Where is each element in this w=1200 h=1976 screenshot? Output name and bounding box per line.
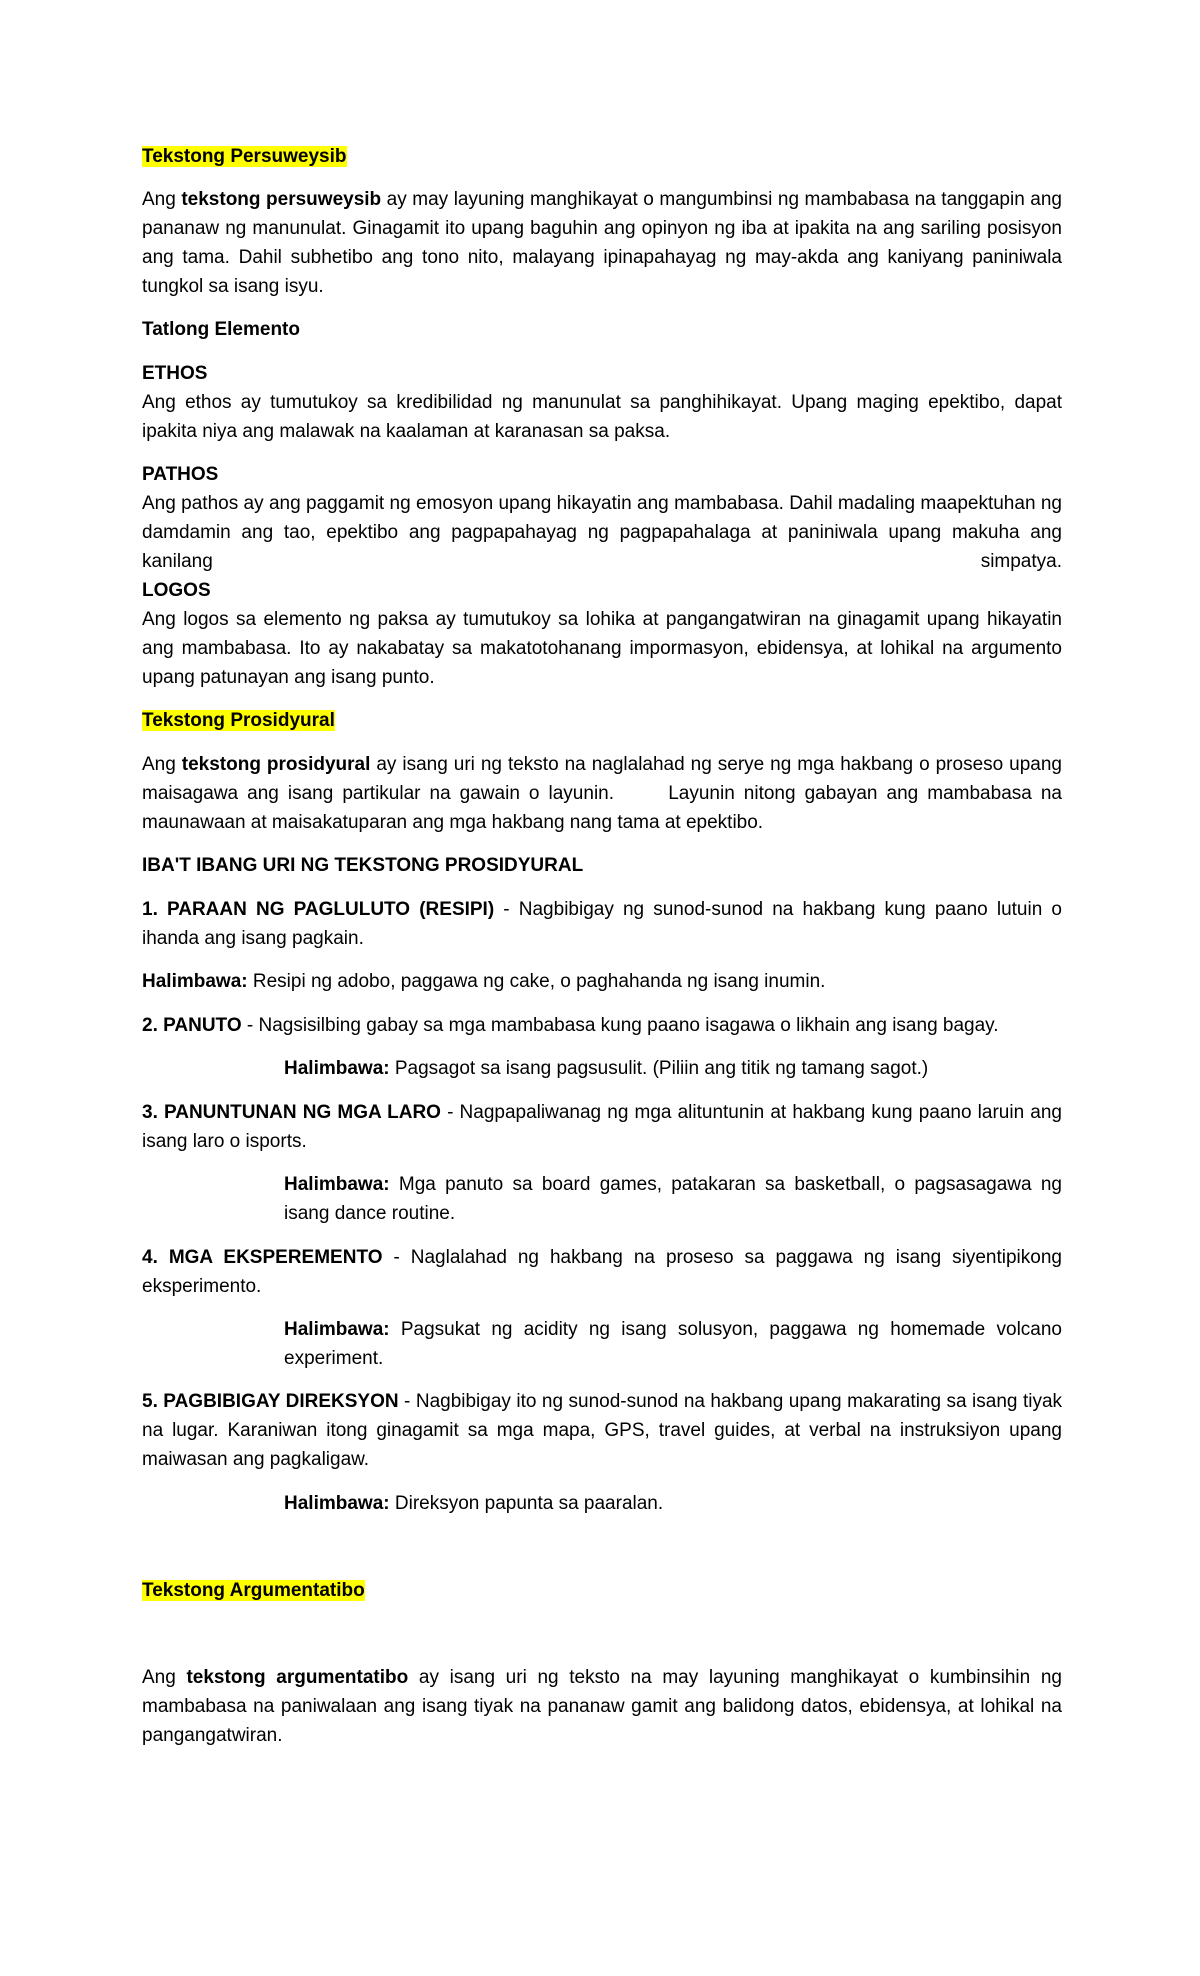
example-direksyon — [284, 1489, 1062, 1518]
example-text: Resipi ng adobo, paggawa ng cake, o paghahanda ng isang inumin. — [247, 971, 826, 992]
example-text: Pagsagot sa isang pagsusulit. (Piliin ang titik ng tamang sagot.) — [389, 1058, 929, 1079]
subheading-pathos: PATHOS — [142, 464, 219, 485]
paragraph-prosidyural-intro — [142, 750, 1068, 837]
subheading-elements: Tatlong Elemento — [142, 319, 300, 340]
intro-text: Ang — [142, 754, 182, 775]
item-desc: - Nagbibigay ito ng sunod-sunod na hakbang upang makarating sa isang tiyak na lugar. Karaniwan itong ginagamit sa mga mapa, GPS, travel guides, at verbal na instruksiyon upang maiwasan ang pagkaligaw. — [142, 1391, 1063, 1470]
example-laro — [284, 1170, 1062, 1228]
list-item-laro — [142, 1098, 1062, 1156]
example-resipi — [142, 967, 1062, 996]
subheading-types: IBA'T IBANG URI NG TEKSTONG PROSIDYURAL — [142, 855, 584, 876]
item-title: 4. MGA EKSPEREMENTO — [142, 1247, 383, 1268]
example-label: Halimbawa: — [284, 1319, 390, 1340]
intro-text: ay isang uri ng teksto na may layuning manghikayat o kumbinsihin ng mambabasa na paniwalaan ang isang tiyak na pananaw gamit ang balidong datos, ebidensya, at lohikal na pangangatwiran. — [142, 1667, 1063, 1746]
item-title: 5. PAGBIBIGAY DIREKSYON — [142, 1391, 399, 1412]
list-item-resipi — [142, 895, 1062, 953]
paragraph-logos: Ang logos sa elemento ng paksa ay tumutukoy sa lohika at pangangatwiran na ginagamit upang hikayatin ang mambabasa. Ito ay nakabatay sa makatotohanang impormasyon, ebidensya, at lohikal na argumento upang patunayan ang isang punto. — [142, 609, 1062, 688]
list-item-direksyon — [142, 1387, 1062, 1474]
example-text: Mga panuto sa board games, patakaran sa basketball, o pagsasagawa ng isang dance routine. — [284, 1174, 1062, 1224]
item-desc: - Naglalahad ng hakbang na proseso sa paggawa ng isang siyentipikong eksperimento. — [142, 1247, 1062, 1297]
item-desc: - Nagbibigay ng sunod-sunod na hakbang kung paano lutuin o ihanda ang isang pagkain. — [142, 899, 1062, 949]
example-text: Direksyon papunta sa paaralan. — [389, 1493, 664, 1514]
intro-term: tekstong persuweysib — [181, 189, 382, 210]
item-desc: - Nagsisilbing gabay sa mga mambabasa kung paano isagawa o likhain ang isang bagay. — [241, 1015, 999, 1036]
item-desc: - Nagpapaliwanag ng mga alituntunin at hakbang kung paano laruin ang isang laro o isports. — [142, 1102, 1062, 1152]
example-panuto — [284, 1054, 1062, 1083]
intro-text: Ang — [142, 189, 182, 210]
item-title: 2. PANUTO — [142, 1015, 242, 1036]
example-text: Pagsukat ng acidity ng isang solusyon, paggawa ng homemade volcano experiment. — [284, 1319, 1062, 1369]
subheading-ethos: ETHOS — [142, 363, 208, 384]
list-item-eksperimento — [142, 1243, 1062, 1301]
example-label: Halimbawa: — [284, 1174, 390, 1195]
section-heading-persuweysib — [142, 142, 1062, 171]
subheading-logos: LOGOS — [142, 580, 211, 601]
intro-text: ay may layuning manghikayat o mangumbinsi ng mambabasa na tanggapin ang pananaw ng manunulat. Ginagamit ito upang baguhin ang opinyon ng iba at ipakita na ang sariling posisyon ang tama. Dahil subhetibo ang tono nito, malayang ipinapahayag ng may-akda ang kaniyang paniniwala tungkol sa isang isyu. — [142, 189, 1062, 297]
intro-term: tekstong argumentatibo — [186, 1667, 409, 1688]
example-label: Halimbawa: — [284, 1058, 390, 1079]
intro-text: ay isang uri ng teksto na naglalahad ng serye ng mga hakbang o proseso upang maisagawa ang isang partikular na gawain o layunin. Layunin nitong gabayan ang mambabasa na maunawaan at maisakatuparan ang mga hakbang nang tama at epektibo. — [142, 754, 1068, 833]
pathos-text: Ang pathos ay ang paggamit ng emosyon upang hikayatin ang mambabasa. Dahil madaling maapektuhan ng damdamin ang tao, epektibo ang pagpapahayag ng pagpapahalaga at paniniwala upang makuha ang kanilang — [142, 493, 1062, 572]
intro-text: Ang — [142, 1667, 187, 1688]
paragraph-argumentatibo-intro — [142, 1663, 1062, 1750]
example-eksperimento — [284, 1315, 1062, 1373]
intro-term: tekstong prosidyural — [181, 754, 371, 775]
section-heading-argumentatibo — [142, 1576, 1062, 1605]
highlighted-heading: Tekstong Persuweysib — [142, 146, 347, 167]
item-title: 3. PANUNTUNAN NG MGA LARO — [142, 1102, 441, 1123]
highlighted-heading: Tekstong Prosidyural — [142, 710, 335, 731]
paragraph-persuweysib-intro — [142, 185, 1062, 301]
item-title: 1. PARAAN NG PAGLULUTO (RESIPI) — [142, 899, 495, 920]
highlighted-heading: Tekstong Argumentatibo — [142, 1580, 365, 1601]
example-label: Halimbawa: — [142, 971, 248, 992]
list-item-panuto — [142, 1011, 1062, 1040]
paragraph-ethos: Ang ethos ay tumutukoy sa kredibilidad ng manunulat sa panghihikayat. Upang maging epektibo, dapat ipakita niya ang malawak na kaalaman at karanasan sa paksa. — [142, 392, 1062, 442]
pathos-last-word: simpatya. — [980, 551, 1062, 572]
example-label: Halimbawa: — [284, 1493, 390, 1514]
section-heading-prosidyural — [142, 706, 1062, 735]
